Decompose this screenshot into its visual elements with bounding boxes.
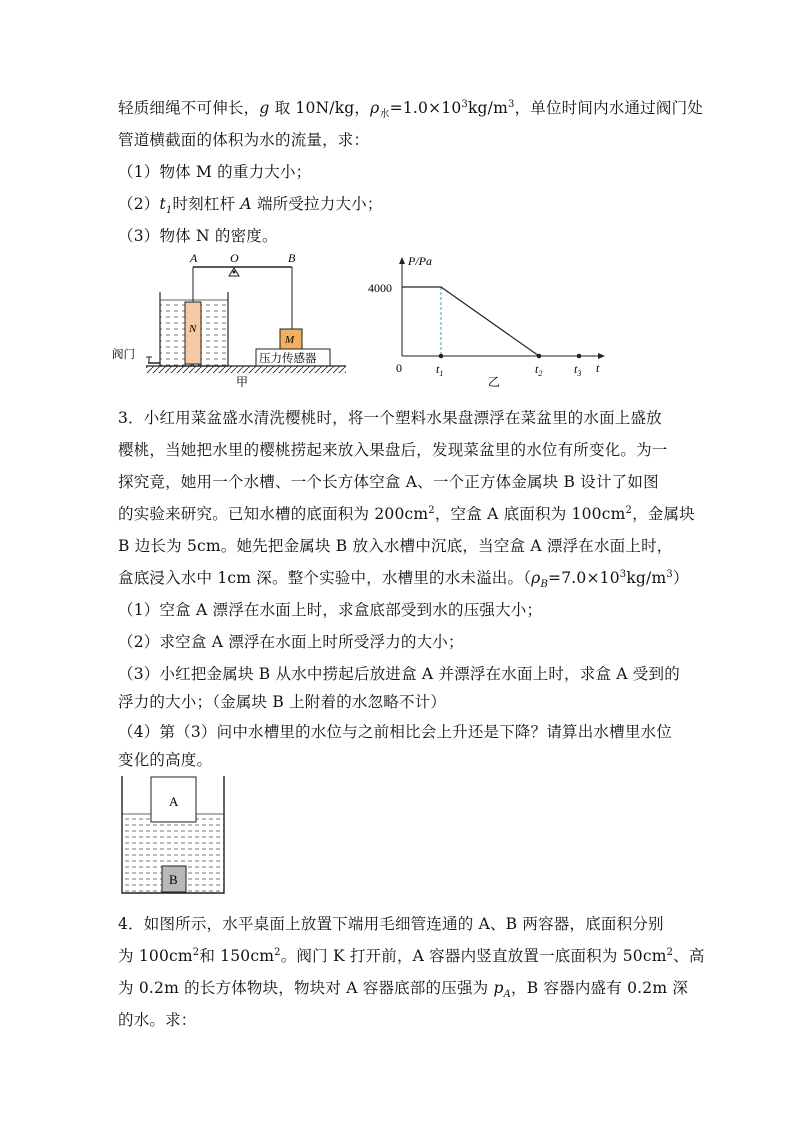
point-t3 [577, 354, 582, 359]
p4-line3 [118, 976, 688, 1000]
text: A [240, 195, 252, 213]
p3-question-1: （1）空盒 A 漂浮在水面上时，求盒底部受到水的压强大小； [118, 601, 543, 619]
text: B [540, 579, 549, 591]
caption-jia: 甲 [236, 375, 249, 389]
p2-intro-line2: 管道横截面的体积为水的流量，求： [118, 131, 370, 149]
valve-label: 阀门 [112, 349, 135, 361]
text: 2 [625, 504, 633, 516]
label-a: A [169, 794, 179, 809]
p2-question-3: （3）物体 N 的密度。 [118, 227, 278, 245]
text: 时刻杠杆 [172, 195, 241, 213]
text: （2） [118, 195, 160, 213]
tick-t2 [535, 362, 542, 378]
text: ，B 容器内盛有 0.2m 深 [511, 979, 689, 997]
label-n: N [189, 323, 197, 335]
text: 取 10N/kg， [269, 99, 371, 117]
text: ） [672, 569, 689, 587]
text: A [503, 989, 512, 1001]
figure-jia [110, 248, 360, 390]
text: 3 [666, 568, 673, 580]
p3-line2: 樱桃，当她把水里的樱桃捞起来放入果盘后，发现菜盆里的水位有所变化。为一 [118, 441, 668, 459]
text: ，单位时间内水通过阀门处 [514, 99, 703, 117]
text: ，空盒 A 底面积为 100cm [434, 505, 626, 523]
p3-question-4b: 变化的高度。 [118, 751, 213, 769]
text: 2 [192, 946, 200, 958]
p3-question-4a: （4）第（3）问中水槽里的水位与之前相比会上升还是下降？请算出水槽里水位 [118, 723, 672, 741]
figure-yi [366, 248, 616, 390]
text: 、高 [673, 947, 705, 965]
y-tick-4000: 4000 [368, 281, 392, 295]
text: 3 [508, 98, 515, 110]
text: ，金属块 [632, 505, 695, 523]
p3-question-3b: 浮力的大小；（金属块 B 上附着的水忽略不计） [118, 693, 447, 711]
text: 2 [428, 504, 435, 516]
p3-line1: 3．小红用菜盆盛水清洗樱桃时，将一个塑料水果盘漂浮在菜盆里的水面上盛放 [118, 409, 662, 427]
point-t1 [439, 354, 444, 359]
label-a: A [190, 251, 198, 265]
text: =7.0×10 [548, 569, 620, 587]
label-m: M [285, 334, 295, 346]
origin-label: 0 [396, 361, 402, 375]
text: kg/m [626, 569, 667, 587]
p4-line1: 4．如图所示，水平桌面上放置下端用毛细管连通的 A、B 两容器，底面积分别 [118, 915, 664, 933]
figure-tank [118, 774, 230, 896]
point-t2 [537, 354, 542, 359]
tick-t3 [574, 362, 581, 378]
sensor-label: 压力传感器 [259, 353, 317, 365]
p3-line3: 探究竟，她用一个水槽、一个长方体空盒 A、一个正方体金属块 B 设计了如图 [118, 473, 659, 491]
text: 盒底浸入水中 1cm 深。整个实验中，水槽里的水未溢出。（ [118, 569, 532, 587]
p2-question-2 [118, 192, 383, 216]
label-b: B [288, 251, 296, 265]
text: t [535, 362, 539, 376]
caption-yi: 乙 [488, 375, 501, 389]
text: t [574, 362, 578, 376]
label-b: B [169, 872, 178, 887]
p4-line2 [118, 944, 705, 966]
x-label: t [596, 361, 600, 375]
text: 端所受拉力大小； [251, 195, 383, 213]
text: ρ [531, 569, 541, 587]
text: t [436, 362, 440, 376]
p3-line6 [118, 566, 689, 590]
text: 为 100cm [118, 947, 193, 965]
text: t [159, 195, 166, 213]
text: 1 [165, 205, 173, 217]
tick-t1 [436, 362, 443, 378]
text: 轻质细绳不可伸长， [118, 99, 260, 117]
text: 的实验来研究。已知水槽的底面积为 200cm [118, 505, 429, 523]
pressure-line [402, 287, 539, 356]
text: 2 [274, 946, 281, 958]
text: 3 [619, 568, 627, 580]
text: 为 0.2m 的长方体物块，物块对 A 容器底部的压强为 [118, 979, 494, 997]
text: ρ [370, 99, 380, 117]
text: 和 150cm [199, 947, 275, 965]
label-o: O [230, 251, 239, 265]
text: g [259, 99, 270, 117]
text: p [493, 979, 504, 997]
p4-line4: 的水。求： [118, 1011, 197, 1029]
text: 3 [577, 369, 582, 378]
text: 2 [666, 946, 674, 958]
p2-question-1: （1）物体 M 的重力大小； [118, 163, 312, 181]
p3-line5: B 边长为 5cm。她先把金属块 B 放入水槽中沉底，当空盒 A 漂浮在水面上时， [118, 537, 673, 555]
p3-line4 [118, 502, 695, 524]
text: 2 [538, 369, 543, 378]
text: kg/m [467, 99, 508, 117]
p3-question-2: （2）求空盒 A 漂浮在水面上时所受浮力的大小； [118, 633, 464, 651]
text: =1.0×10 [389, 99, 462, 117]
text: 3 [461, 98, 468, 110]
text: 水 [379, 109, 390, 121]
text: 1 [439, 369, 444, 378]
y-label: P/Pa [408, 254, 432, 268]
text: 。阀门 K 打开前，A 容器内竖直放置一底面积为 50cm [280, 947, 667, 965]
p2-intro-line1 [118, 96, 703, 120]
p3-question-3a: （3）小红把金属块 B 从水中捞起后放进盒 A 并漂浮在水面上时，求盒 A 受到的 [118, 665, 680, 683]
